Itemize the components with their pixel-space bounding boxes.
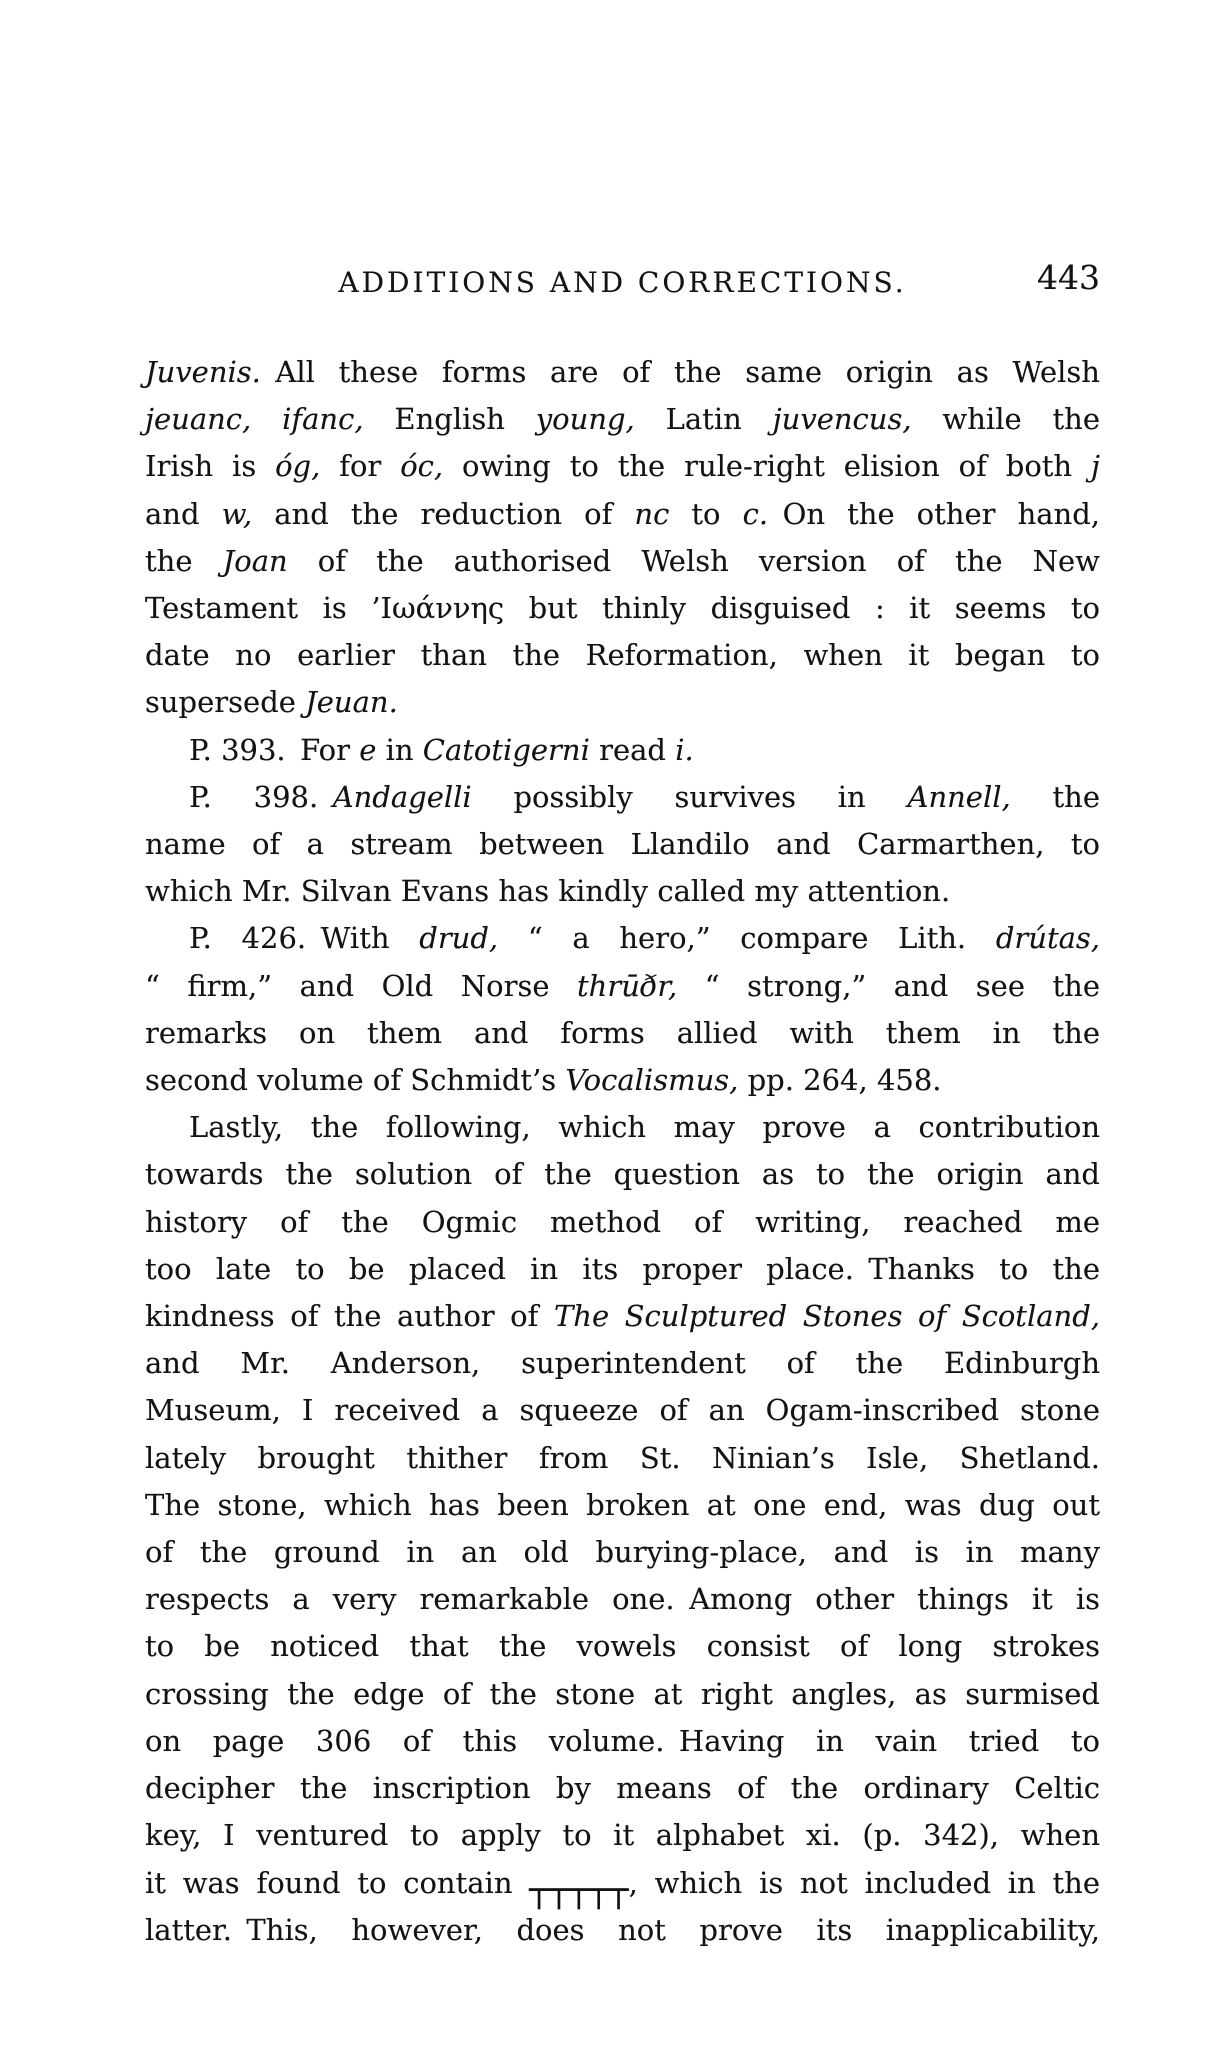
text-line bbox=[145, 963, 1100, 1010]
text-segment: of the ground in an old burying-place, and is in many bbox=[145, 1535, 1100, 1570]
text-segment: P. 393. For bbox=[189, 732, 360, 767]
text-line bbox=[145, 1293, 1100, 1340]
text-line bbox=[145, 349, 1100, 396]
text-line bbox=[145, 1435, 1100, 1482]
text-segment: “ strong,” and see the bbox=[677, 968, 1100, 1003]
text-segment: and the reduction of bbox=[252, 496, 635, 531]
text-line bbox=[145, 1623, 1100, 1670]
text-segment: key, I ventured to apply to it alphabet xi. (p. 342), when bbox=[145, 1818, 1100, 1853]
text-segment: English bbox=[363, 402, 536, 437]
text-segment: e bbox=[359, 732, 377, 767]
ogham-symbol: ┬┬┬┬┬ bbox=[529, 1869, 629, 1909]
running-title: ADDITIONS AND CORRECTIONS. bbox=[338, 266, 907, 299]
text-segment: the bbox=[1010, 779, 1100, 814]
text-segment: Latin bbox=[634, 402, 773, 437]
text-line bbox=[145, 1576, 1100, 1623]
text-segment: in bbox=[376, 732, 423, 767]
text-segment: Vocalismus, bbox=[565, 1063, 739, 1098]
text-segment: remarks on them and forms allied with them in the bbox=[145, 1015, 1100, 1050]
text-line bbox=[145, 915, 1100, 962]
text-segment: c. bbox=[742, 496, 769, 531]
text-line bbox=[145, 774, 1100, 821]
text-segment: On the other hand, bbox=[768, 496, 1100, 531]
text-segment: Museum, I received a squeeze of an Ogam-inscribed stone bbox=[145, 1393, 1100, 1428]
text-segment: young, bbox=[535, 402, 635, 437]
text-segment: lately brought thither from St. Ninian’s Isle, Shetland. bbox=[145, 1440, 1100, 1475]
text-segment: , which is not included in the bbox=[628, 1865, 1100, 1900]
text-segment: óc, bbox=[400, 449, 444, 484]
text-line bbox=[145, 1340, 1100, 1387]
text-segment: date no earlier than the Reformation, when it began to bbox=[145, 638, 1100, 673]
text-segment: owing to the rule-right elision of both bbox=[443, 449, 1091, 484]
text-line bbox=[145, 1199, 1100, 1246]
text-line bbox=[145, 1529, 1100, 1576]
text-segment: drud, bbox=[419, 921, 499, 956]
text-line bbox=[145, 1718, 1100, 1765]
text-segment: P. 426. With bbox=[189, 921, 420, 956]
text-line bbox=[145, 443, 1100, 490]
text-line bbox=[145, 1151, 1100, 1198]
text-segment: óg, bbox=[275, 449, 321, 484]
text-segment: “ firm,” and Old Norse bbox=[145, 968, 578, 1003]
text-line bbox=[145, 491, 1100, 538]
text-segment: which Mr. Silvan Evans has kindly called my attention. bbox=[145, 874, 951, 909]
text-segment: pp. 264, 458. bbox=[738, 1063, 942, 1098]
text-segment: Lastly, the following, which may prove a contribution bbox=[189, 1110, 1100, 1145]
text-line bbox=[145, 727, 1100, 774]
text-line bbox=[145, 1057, 1100, 1104]
text-segment: P. 398. bbox=[189, 779, 333, 814]
text-segment: crossing the edge of the stone at right angles, as surmised bbox=[145, 1676, 1100, 1711]
text-segment: towards the solution of the question as to the origin and bbox=[145, 1157, 1100, 1192]
text-line bbox=[145, 1671, 1100, 1718]
text-segment: Andagelli bbox=[332, 779, 472, 814]
text-segment: j bbox=[1091, 449, 1100, 484]
text-segment: to bbox=[669, 496, 743, 531]
text-segment: on page 306 of this volume. Having in vain tried to bbox=[145, 1723, 1100, 1758]
text-segment: “ a hero,” compare Lith. bbox=[498, 921, 996, 956]
text-line bbox=[145, 1387, 1100, 1434]
text-segment: while the bbox=[911, 402, 1100, 437]
text-line bbox=[145, 1246, 1100, 1293]
text-segment: to be noticed that the vowels consist of long strokes bbox=[145, 1629, 1100, 1664]
text-segment: i. bbox=[675, 732, 694, 767]
text-segment: history of the Ogmic method of writing, reached me bbox=[145, 1204, 1100, 1239]
text-segment: juvencus, bbox=[772, 402, 912, 437]
text-segment: Annell, bbox=[907, 779, 1011, 814]
text-segment: for bbox=[320, 449, 401, 484]
text-segment: nc bbox=[634, 496, 670, 531]
text-line bbox=[145, 821, 1100, 868]
text-segment: w, bbox=[221, 496, 253, 531]
text-line bbox=[145, 396, 1100, 443]
text-line bbox=[145, 679, 1100, 726]
text-segment: name of a stream between Llandilo and Carmarthen, to bbox=[145, 827, 1100, 862]
text-segment: drútas, bbox=[995, 921, 1101, 956]
text-line bbox=[145, 1907, 1100, 1954]
text-segment: Catotigerni bbox=[422, 732, 590, 767]
text-segment: and Mr. Anderson, superintendent of the Edinburgh bbox=[145, 1346, 1100, 1381]
text-segment: possibly survives in bbox=[471, 779, 908, 814]
text-line bbox=[145, 1812, 1100, 1859]
text-segment: too late to be placed in its proper place. Thanks to the bbox=[145, 1251, 1100, 1286]
text-segment: The stone, which has been broken at one end, was dug out bbox=[145, 1487, 1100, 1522]
text-segment: decipher the inscription by means of the ordinary Celtic bbox=[145, 1771, 1100, 1806]
text-line bbox=[145, 1765, 1100, 1812]
text-segment: and bbox=[145, 496, 222, 531]
text-segment: jeuanc, ifanc, bbox=[145, 402, 364, 437]
text-segment: the bbox=[145, 543, 223, 578]
text-segment: Testament is ’Ιωάννης but thinly disguised : it seems to bbox=[145, 591, 1100, 626]
text-segment: The Sculptured Stones of Scotland, bbox=[553, 1299, 1100, 1334]
text-segment: thrūðr, bbox=[577, 968, 678, 1003]
text-segment: latter. This, however, does not prove its inapplicability, bbox=[145, 1912, 1100, 1947]
text-segment: second volume of Schmidt’s bbox=[145, 1063, 566, 1098]
text-line bbox=[145, 868, 1100, 915]
text-segment: of the authorised Welsh version of the New bbox=[287, 543, 1101, 578]
text-line bbox=[145, 1104, 1100, 1151]
text-segment: Joan bbox=[222, 543, 288, 578]
text-segment: All these forms are of the same origin as Welsh bbox=[260, 355, 1100, 389]
text-line bbox=[145, 632, 1100, 679]
page-header bbox=[145, 258, 1100, 302]
text-segment: Jeuan. bbox=[305, 685, 398, 720]
text-segment: supersede bbox=[145, 685, 306, 720]
text-segment: kindness of the author of bbox=[145, 1299, 554, 1334]
text-segment: respects a very remarkable one. Among other things it is bbox=[145, 1582, 1100, 1617]
text-segment: read bbox=[589, 732, 676, 767]
text-segment: Irish is bbox=[145, 449, 276, 484]
text-line bbox=[145, 1860, 1100, 1907]
text-line bbox=[145, 585, 1100, 632]
page-number: 443 bbox=[1037, 258, 1100, 297]
body-text bbox=[145, 349, 1100, 1954]
text-segment: Juvenis. bbox=[145, 355, 261, 389]
text-segment: it was found to contain bbox=[145, 1865, 530, 1900]
text-line bbox=[145, 1010, 1100, 1057]
text-line bbox=[145, 538, 1100, 585]
text-line bbox=[145, 1482, 1100, 1529]
